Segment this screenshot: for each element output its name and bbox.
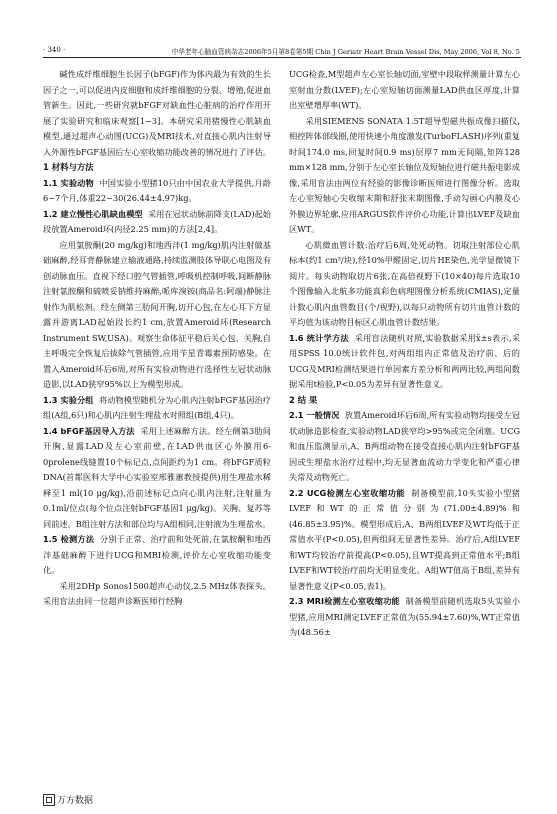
subsection-1-2-text: 采用在冠状动脉前降支(LAD)起始段放置Ameroid环(内径2.25 mm)的方法[2,4]。: [43, 208, 271, 234]
subsection-1-4-title: 1.4 bFGF基因导入方法: [43, 425, 135, 436]
subsection-1-1-text: 中国实验小型猪10只由中国农业大学提供,月龄6~7个月,体重22~30(26.44±4.97)kg。: [43, 177, 271, 203]
subsection-1-1: [43, 176, 271, 207]
microvessel-paragraph: 心肌微血管计数:治疗后6周,处死动物。切取注射部位心肌标本(约1 cm³/块),经10%甲醛固定,切片HE染色,光学显微镜下阅片。每头动物取切片6张,在高倍视野下(10×40)每片选取10个图像输入北航多功能真彩色病理图像分析系统(CMIAS),定量计数心肌内血管数目(个/视野),以每只动物所有切片血管计数的平均值为该动物目标区心肌血管计数结果。: [289, 239, 520, 327]
subsection-2-3-text: 制备模型前随机选取5头实验小型猪,应用MRI测定LVEF正常值为(55.94±7.60)%,WT正常值为(48.56±: [289, 596, 520, 637]
mri-method-paragraph: 采用SIEMENS SONATA 1.5T超导型磁共振成像扫描仪,相控阵体部线圈,使用快速小角度激发(TurboFLASH)序列(重复时间174.0 ms,回复时间0.9 ms)层厚7 mm无间隔,矩阵128 mm×128 mm,分别于左心室长轴位及短轴位进行磁共振电影成像,采用盲法由两位有经验的影像诊断医师进行图像分析。选取左心室短轴心尖收缩末期和舒张末期图像,手动勾画心内膜及心外膜边界轮廓,应用ARGUS软件评价心功能,计算出LVEF及缺血区WT。: [289, 115, 520, 234]
subsection-1-3-text: 将动物模型随机分为心肌内注射bFGF基因治疗组(A组,6只)和心肌内注射生理盐水对照组(B组,4只)。: [43, 394, 271, 420]
subsection-1-2: [43, 207, 271, 238]
left-column: [43, 67, 271, 610]
ucg-method-paragraph: 采用2DHp Sonos1500超声心动仪,2.5 MHz体表探头。采用盲法由同一位超声诊断医师行经胸: [43, 580, 271, 606]
subsection-1-3-title: 1.3 实验分组: [43, 394, 94, 405]
subsection-2-2-title: 2.2 UCG检测左心室收缩功能: [289, 487, 406, 498]
section-heading-methods: 1 材料与方法: [43, 162, 94, 172]
footer-logo-text: 万方数据: [57, 796, 94, 806]
page-number: · 340 ·: [43, 46, 66, 54]
subsection-1-6-title: 1.6 统计学方法: [289, 332, 349, 343]
subsection-1-2-title: 1.2 建立慢性心肌缺血模型: [43, 208, 143, 219]
subsection-2-3: [289, 594, 520, 641]
subsection-1-5: [43, 532, 271, 579]
subsection-2-1: [289, 408, 520, 486]
subsection-1-6-text: 采用盲法随机对照,实验数据采用x̄±s表示,采用SPSS 10.0统计软件包,对两组组内正常值及治疗前、后的UCG及MRI检测结果进行单因素方差分析和两两比较,两组间数据采用t检验,P<0.05为差异有显著性意义。: [289, 332, 521, 389]
intro-paragraph: 碱性成纤维细胞生长因子(bFGF)作为体内最为有效的生长因子之一,可以促进内皮细胞和成纤维细胞的分裂、增殖,促进血管新生。因此,一些研究就bFGF对缺血性心脏病的治疗作用开展了实验研究和临床观察[1~3]。本研究采用猪慢性心肌缺血模型,通过超声心动图(UCG)及MRI技术,对直接心肌内注射导入外源性bFGF基因后左心室收缩功能改善的情况进行了评估。: [43, 69, 271, 157]
subsection-1-4: [43, 424, 271, 533]
subsection-1-4-text: 采用上述麻醉方法。经左侧第3肋间开胸,显露LAD及左心室前壁,在LAD供血区心外膜用6-0prolene线缝置10个标记点,点间距约为1 cm。将bFGF质粒DNA(首都医科大学中心实验室邢雅蕙教授提供)用生理盐水稀释至1 ml(10 μg/kg),沿前述标记点向心肌内注射,注射量为0.1ml/位点(每个位点注射bFGF基因1 μg/kg)。关胸、复苏等同前述。B组注射方法和部位均与A组相同,注射液为生理盐水。: [43, 425, 271, 529]
subsection-2-1-title: 2.1 一般情况: [289, 410, 340, 420]
subsection-2-3-title: 2.3 MRI检测左心室收缩功能: [289, 596, 400, 606]
anesthesia-paragraph: 应用氯胺酮(20 mg/kg)和地西泮(1 mg/kg)肌内注射做基础麻醉,经耳背静脉建立输液通路,持续监测肢体导联心电图及有创动脉血压。直视下经口腔气管插管,呼吸机控制呼吸,间断静脉注射氯胺酮和硫喷妥钠维持麻醉,哌库溴铵(商品名:阿端)静脉注射作为肌松剂。经左侧第三肋间开胸,切开心包,在左心耳下方显露并游离LAD起始段长约1 cm,放置Ameroid环(Research Instrument SW,USA)。观察生命体征平稳后关心包、关胸,自主呼吸完全恢复后拔除气管插管,应用苄星青霉素预防感染。在置入Ameroid环后6周,对所有实验动物进行选择性左冠状动脉造影,以LAD狭窄95%以上为模型形成。: [43, 239, 271, 389]
right-column: [289, 67, 520, 641]
header-rule: [43, 57, 521, 58]
footer-watermark: [43, 793, 93, 806]
running-header: 中华老年心脑血管病杂志2006年5月第8卷第5期 Chin J Geriatr Heart Brain Vessel Dis, May 2006, Vol 8, No. 5: [171, 48, 520, 56]
ucg-continued-paragraph: UCG检查,M型超声左心室长轴切面,室壁中段取样测量计算左心室射血分数(LVEF);左心室短轴切面测量LAD供血区厚度,计算出室壁增厚率(WT)。: [289, 69, 520, 110]
subsection-2-2: [289, 486, 520, 595]
subsection-1-6: [289, 331, 520, 393]
subsection-1-5-text: 分别于正常、治疗前和处死前,在氯胺酮和地西泮基础麻醉下进行UCG和MRI检测,评价左心室收缩功能变化。: [43, 534, 271, 575]
subsection-2-2-text: 制备模型前,10头实验小型猪LVEF和WT的正常值分别为(71.00±4.89)%和(46.85±3.95)%。模型形成后,A、B两组LVEF及WT均低于正常值水平(P<0.05),但两组间无显著性差异。治疗后,A组LVEF和WT均较治疗前提高(P<0.05),且WT提高到正常值水平;B组LVEF和WT较治疗前均无明显变化。A组WT值高于B组,差异有显著性意义(P<0.05,表1)。: [289, 487, 520, 591]
subsection-1-3: [43, 393, 271, 424]
subsection-1-1-title: 1.1 实验动物: [43, 177, 94, 188]
wanfang-logo-icon: [43, 794, 55, 806]
subsection-2-1-text: 放置Ameroid环后6周,所有实验动物均接受左冠状动脉造影检查,实验动物LAD狭窄均>95%或完全闭塞。UCG和血压监测显示,A、B两组动物在接受直接心肌内注射bFGF基因或生理盐水治疗过程中,均无显著血流动力学变化和严重心律失常及动物死亡。: [289, 410, 520, 482]
section-heading-results: 2 结 果: [289, 394, 318, 405]
subsection-1-5-title: 1.5 检测方法: [43, 534, 95, 544]
